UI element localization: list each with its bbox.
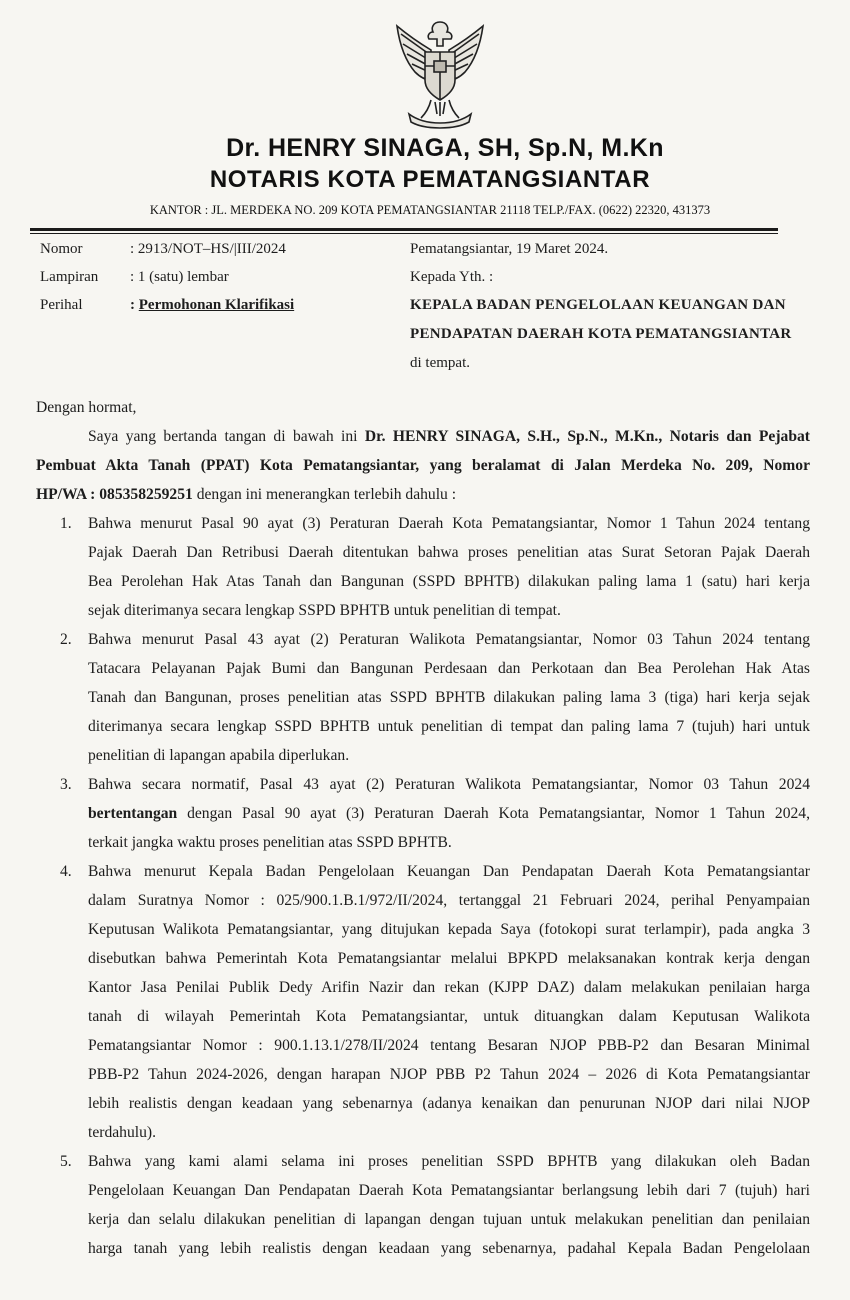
lampiran-label: Lampiran [40,269,99,285]
intro-tail: dengan ini menerangkan terlebih dahulu : [192,486,457,503]
notary-title: NOTARIS KOTA PEMATANGSIANTAR [209,166,651,193]
header-rule-thin [30,233,778,234]
list-item-line: diterimanya secara lengkap SSPD BPHTB untuk penelitian di tempat dan paling lama 7 (tujuh) hari untuk [88,718,810,735]
list-item-line: Pajak Daerah Dan Retribusi Daerah ditentukan bahwa proses penelitian atas Surat Setoran Pajak Daerah [88,544,810,561]
header-rule-thick [30,228,778,231]
salutation: Dengan hormat, [36,399,137,416]
list-item-line: Bahwa menurut Pasal 43 ayat (2) Peraturan Walikota Pematangsiantar, Nomor 03 Tahun 2024 tentang [88,631,810,648]
intro-line-1 [88,428,810,446]
perihal-field [130,297,294,314]
list-item-line: Pematangsiantar Nomor : 900.1.13.1/278/II/2024 tentang Besaran NJOP PBB-P2 dan Besaran Minimal [88,1037,810,1054]
item-number: 4. [60,863,72,880]
intro-line-3 [36,486,456,504]
list-item-line: Bahwa menurut Kepala Badan Pengelolaan Keuangan Dan Pendapatan Daerah Kota Pematangsiantar [88,863,810,880]
recipient-line-3: di tempat. [410,355,470,371]
recipient-line-2: PENDAPATAN DAERAH KOTA PEMATANGSIANTAR [410,326,792,342]
nomor-value: : 2913/NOT–HS/|III/2024 [130,241,286,257]
list-item-line: dalam Suratnya Nomor : 025/900.1.B.1/972/II/2024, tertanggal 21 Februari 2024, perihal Penyampaian [88,892,810,909]
list-item-line: Kantor Jasa Penilai Publik Dedy Arifin Nazir dan rekan (KJPP DAZ) dalam melakukan penilaian harga [88,979,810,996]
list-item-line: Bea Perolehan Hak Atas Tanah dan Bangunan (SSPD BPHTB) dilakukan paling lama 1 (satu) hari kerja [88,573,810,590]
list-item-line [88,805,810,823]
list-item-line: terkait jangka waktu proses penelitian atas SSPD BPHTB. [88,834,452,851]
perihal-label: Perihal [40,297,83,313]
office-address: KANTOR : JL. MERDEKA NO. 209 KOTA PEMATANGSIANTAR 21118 TELP./FAX. (0622) 22320, 431373 [149,203,711,217]
intro-phone: HP/WA : 085358259251 [36,486,193,503]
item-number: 1. [60,515,72,532]
list-item-line: Tatacara Pelayanan Pajak Bumi dan Bangunan Perdesaan dan Perkotaan dan Bea Perolehan Hak Atas [88,660,810,677]
list-item-line: harga tanah yang lebih realistis dengan keadaan yang sebenarnya, padahal Kepala Badan Pengelolaan [88,1240,810,1257]
garuda-emblem-icon [385,14,495,130]
list-item-line: sejak diterimanya secara lengkap SSPD BPHTB untuk penelitian di tempat. [88,602,561,619]
list-item-line: lebih realistis dengan keadaan yang sebenarnya (adanya kenaikan dan penurunan NJOP dari nilai NJOP [88,1095,810,1112]
letter-date: Pematangsiantar, 19 Maret 2024. [410,241,609,257]
list-item-line: Tanah dan Bangunan, proses penelitian atas SSPD BPHTB dilakukan paling lama 3 (tiga) hari kerja sejak [88,689,810,706]
perihal-colon: : [130,297,139,313]
recipient-line-1: KEPALA BADAN PENGELOLAAN KEUANGAN DAN [410,297,786,313]
notary-name: Dr. HENRY SINAGA, SH, Sp.N, M.Kn [226,134,664,162]
nomor-label: Nomor [40,241,83,257]
list-item-line: Keputusan Walikota Pematangsiantar, yang ditujukan kepada Saya (fotokopi surat terlampir), pada angka 3 [88,921,810,938]
kepada-label: Kepada Yth. : [410,269,494,285]
list-item-line: kerja dan selalu dilakukan penelitian di lapangan dengan tujuan untuk melakukan penelitian dan penilaian [88,1211,810,1228]
bold-word: bertentangan [88,805,178,822]
intro-line-2: Pembuat Akta Tanah (PPAT) Kota Pematangsiantar, yang beralamat di Jalan Merdeka No. 209, Nomor [36,457,810,474]
list-item-line: terdahulu). [88,1124,156,1141]
list-item-line: PBB-P2 Tahun 2024-2026, dengan harapan NJOP PBB P2 Tahun 2024 – 2026 di Kota Pematangsiantar [88,1066,810,1083]
intro-text: Saya yang bertanda tangan di bawah ini [88,428,365,445]
item-number: 5. [60,1153,72,1170]
list-item-line: Bahwa secara normatif, Pasal 43 ayat (2) Peraturan Walikota Pematangsiantar, Nomor 03 Tahun 2024 [88,776,810,793]
list-item-line: Bahwa yang kami alami selama ini proses penelitian SSPD BPHTB yang dilakukan oleh Badan [88,1153,810,1170]
list-item-line: tanah di wilayah Pemerintah Kota Pematangsiantar, untuk dituangkan dalam Keputusan Walikota [88,1008,810,1025]
lampiran-value: : 1 (satu) lembar [130,269,229,285]
list-item-line: penelitian di lapangan apabila diperlukan. [88,747,350,764]
list-item-line-text: dengan Pasal 90 ayat (3) Peraturan Daerah Kota Pematangsiantar, Nomor 1 Tahun 2024, [187,805,810,822]
list-item-line: Pengelolaan Keuangan Dan Pendapatan Daerah Kota Pematangsiantar berlangsung lebih dari 7 (tujuh) hari [88,1182,810,1199]
item-number: 3. [60,776,72,793]
list-item-line: disebutkan bahwa Pemerintah Kota Pematangsiantar melalui BPKPD melaksanakan kontrak kerja dengan [88,950,810,967]
perihal-value: Permohonan Klarifikasi [138,297,295,313]
list-item-line: Bahwa menurut Pasal 90 ayat (3) Peraturan Daerah Kota Pematangsiantar, Nomor 1 Tahun 2024 tentang [88,515,810,532]
intro-name-bold: Dr. HENRY SINAGA, S.H., Sp.N., M.Kn., Notaris dan Pejabat [364,428,810,445]
item-number: 2. [60,631,72,648]
